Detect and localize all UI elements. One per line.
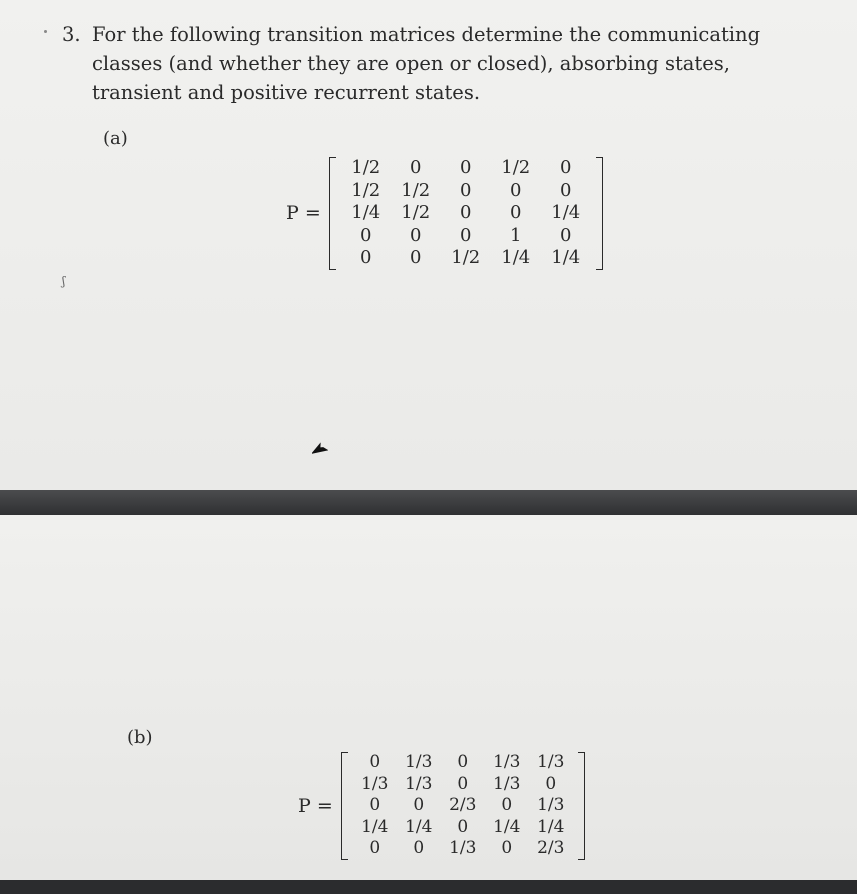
part-a-matrix-cell: 1 [510, 224, 522, 246]
part-a-matrix-row [341, 202, 591, 225]
part-a-matrix-cell: 1/2 [401, 179, 431, 201]
part-a-matrix-cell: 1/2 [351, 179, 381, 201]
part-b-matrix-cell: 0 [369, 838, 381, 858]
part-a-matrix-cell: 0 [460, 202, 472, 223]
part-b-matrix-cell: 0 [413, 795, 425, 815]
part-b-matrix-cell: 1/3 [537, 795, 565, 815]
part-a-matrix-cell: 1/4 [551, 247, 581, 268]
part-a-matrix-cell: 0 [460, 224, 472, 246]
part-b-matrix-cell: 1/3 [449, 838, 477, 858]
part-a-matrix-cell: 1/2 [351, 157, 381, 178]
bottom-edge-bar [0, 880, 857, 894]
part-b-matrix-grid [353, 752, 573, 860]
part-b-matrix-row [353, 752, 573, 774]
part-a-matrix-label: P = [286, 202, 321, 225]
part-a-matrix-cell: 1/2 [451, 247, 481, 268]
part-b-matrix-row [353, 774, 573, 796]
part-a-matrix-grid [341, 157, 591, 270]
part-a-matrix-cell: 1/4 [501, 247, 531, 268]
part-a-matrix-row [341, 157, 591, 180]
part-b-matrix-row [353, 795, 573, 817]
part-b-matrix-label: P = [298, 794, 333, 817]
part-a-matrix-cell: 0 [560, 179, 572, 201]
part-b-matrix-cell: 0 [413, 838, 425, 858]
part-b-matrix-cell: 0 [457, 816, 469, 837]
part-a-matrix-cell: 1/4 [351, 202, 381, 223]
pen-mark-icon: ʃ [62, 274, 66, 288]
part-b-matrix-cell: 0 [457, 752, 469, 772]
part-b-matrix-cell: 1/4 [537, 816, 565, 837]
part-a-matrix-cell: 1/2 [501, 157, 531, 178]
part-b-matrix-cell: 1/4 [405, 816, 433, 837]
part-a-matrix-cell: 1/4 [551, 202, 581, 223]
problem-text: For the following transition matrices determine the communicating classes (and whether they are open or closed), absorbing states, transient and positive recurrent states. [92, 23, 761, 104]
part-a-matrix-cell: 0 [460, 179, 472, 201]
part-b-matrix-cell: 1/3 [361, 773, 389, 794]
part-a-matrix-cell: 0 [560, 224, 572, 246]
part-a-matrix-row [341, 180, 591, 203]
problem-statement [62, 20, 782, 107]
part-b-label: (b) [127, 727, 153, 748]
part-a-matrix-cell: 0 [410, 157, 422, 178]
part-b-matrix-row [353, 817, 573, 839]
part-b-matrix-cell: 0 [501, 795, 513, 815]
part-b-matrix-cell: 0 [369, 795, 381, 815]
part-b-matrix-cell: 2/3 [537, 838, 565, 858]
part-a-matrix-row [341, 247, 591, 270]
part-b-matrix-cell: 0 [369, 752, 381, 772]
part-a-matrix-cell: 0 [460, 157, 472, 178]
problem-number: 3. [62, 23, 81, 46]
part-a-matrix-cell: 0 [560, 157, 572, 178]
part-b-matrix-cell: 0 [545, 773, 557, 794]
part-a-label: (a) [103, 128, 128, 149]
part-b-matrix [341, 752, 585, 860]
margin-dot [44, 30, 47, 33]
mouse-cursor-icon [312, 442, 328, 460]
part-a-equation [286, 157, 603, 270]
part-a-matrix-cell: 0 [410, 247, 422, 268]
part-b-matrix-row [353, 838, 573, 860]
part-b-matrix-cell: 2/3 [449, 795, 477, 815]
part-b-matrix-cell: 1/3 [493, 773, 521, 794]
part-a-matrix-cell: 0 [510, 179, 522, 201]
part-b-matrix-cell: 1/3 [493, 752, 521, 772]
part-b-matrix-cell: 1/3 [537, 752, 565, 772]
part-a-matrix-cell: 0 [360, 224, 372, 246]
part-b-matrix-cell: 1/3 [405, 752, 433, 772]
part-a-matrix-cell: 0 [360, 247, 372, 268]
part-b-matrix-cell: 1/3 [405, 773, 433, 794]
part-a-matrix [329, 157, 603, 270]
part-a-matrix-cell: 0 [510, 202, 522, 223]
part-a-matrix-cell: 1/2 [401, 202, 431, 223]
part-a-matrix-row [341, 225, 591, 248]
part-b-matrix-cell: 0 [457, 773, 469, 794]
part-a-matrix-cell: 0 [410, 224, 422, 246]
part-b-matrix-cell: 1/4 [493, 816, 521, 837]
part-b-equation [298, 752, 585, 860]
part-b-matrix-cell: 0 [501, 838, 513, 858]
part-b-matrix-cell: 1/4 [361, 816, 389, 837]
page-divider-bar [0, 490, 857, 515]
